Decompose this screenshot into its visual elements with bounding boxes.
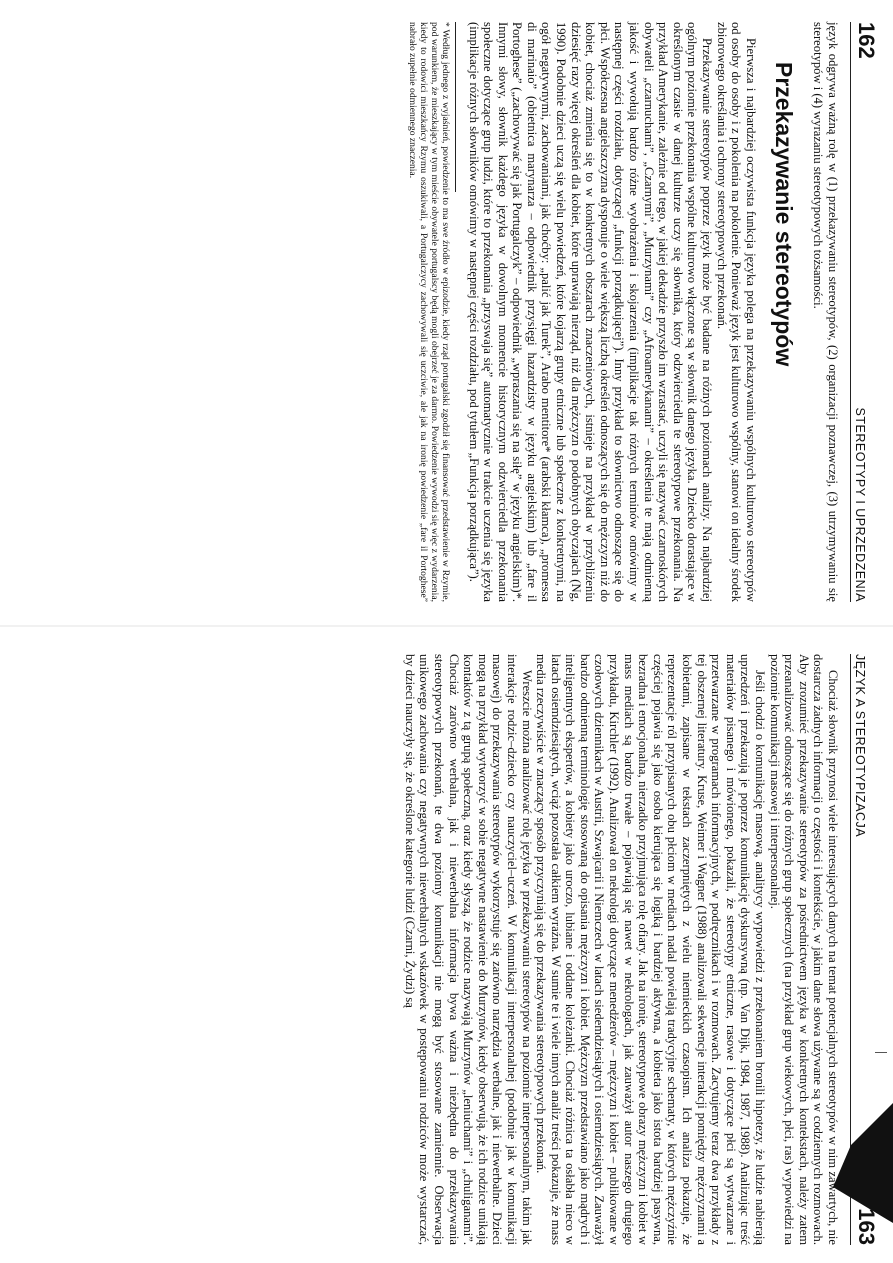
section-title: Przekazywanie stereotypów (770, 62, 797, 367)
footnote: * Według jednego z wyjaśnień, powiedzenie to ma swe źródło w epizodzie, kiedy rząd portugalski zgodził się finansować przedstawienie w Rzymie, pod warunkiem, że mieszkający w tym mieście obywatele portugalscy będą mogli obejrzeć je za darmo. Powiedzenie wywodzi się więc z wydarzenia, kiedy to rodowici mieszkańcy Rzymu oszukiwali, a Portugalczycy zachowywali się uczciwie, ale jak na ironię powiedzenie „fare il Portoghese” nabrało zupełnie odmiennego znaczenia. (406, 22, 451, 602)
intro-paragraph: język odgrywa ważną rolę w (1) przekazywaniu stereotypów, (2) organizacji poznawczej, (3) utrzymywaniu się stereotypów i (4) wyrazaniu stereotypowych tożsamości. (811, 22, 840, 602)
body-paragraph: Jeśli chodzi o komunikację masową, analitycy wypowiedzi z przekonaniem bronili hipotezy, że ludzie nabierają uprzedzeń i przekazują je poprzez komunikację dyskursywną (np. Van Dijk, 1984, 1987, 1988). Analizując treść materiałów pisanego i mówionego, pokazali, że stereotypy etniczne, rasowe i dotyczące płci są wytwarzane i przetwarzane w programach informacyjnych, w podręcznikach i w rozmowach. Zacytujemy teraz dwa przykłady z tej obszernej literatury. Kruse, Weimer i Wagner (1988) analizowali sekwencje interakcji pomiędzy mężczyznami a kobietami, zapisane w tekstach zaczerpniętych z wielu niemieckich czasopism. Ich analiza pokazuje, że reprezentacje ról przypisanych obu płciom w mediach nadal powielają tradycyjne schematy, w których mężczyźnie częściej pojawia się jako osoba kierująca się logiką i bardziej aktywna, a kobieta jako istota bardziej pasywna, bezradna i emocjonalna, nierzadko przyjmująca rolę ofiary. Jak na ironię, stereotypowe obrazy mężczyzn i kobiet w mass mediach są bardzo trwałe – pojawiają się nawet w nekrologach, jak zauważył autor naszego drugiego przykładu, Kirchler (1992). Analizował on nekrologi dotyczące menedżerów – mężczyzn i kobiet – publikowane w czołowych dziennikach w Austrii, Szwajcarii i Niemczech w latach siedemdziesiątych i osiemdziesiątych. Zauważył bardzo odmienną terminologię stosowaną do opisania mężczyzn i kobiet. Mężczyzn przedstawiano jako mądrych i inteligentnych ekspertów, a kobiety jako uroczo, lubiane i oddane koleżanki. Chociaż różnica ta osłabła nieco w latach osiemdziesiątych, wciąż pozostała całkiem wyraźna. W sumie te i wiele innych analiz treści pokazuje, że mass media rzeczywiście w znaczący sposób przyczyniają się do przekazywania stereotypowych przekonań. (534, 654, 768, 1245)
page-number: 163 (854, 1208, 879, 1245)
running-head-title: JĘZYK A STEREOTYPIZACJA (853, 654, 867, 838)
page-gap (0, 620, 893, 632)
running-head-title: STEREOTYPY I UPRZEDZENIA (853, 407, 867, 602)
body-paragraph: Przekazywanie stereotypów poprzez język może być badane na różnych poziomach analizy. Na najbardziej ogólnym poziomie przekonania wspólne kulturowo włączone są w słownik danego języka. Dziecko dorastające w określonym czasie w danej kulturze uczy się słownika, który odzwierciedla te stereotypowe przekonania. Na przykład Amerykanie, zależnie od tego, w jakiej dekadzie przyszło im wzrastać, uczyli się nazywać czarnoskórych obywateli „czarnuchami”, „Czarnymi”, „Murzynami” czy „Afroamerykanami” – określenia te mają odmienną jakość i wywołują bardzo różne wyobrażenia i skojarzenia (implikacje tak różnych terminów omówimy w następnej części rozdziału, dotyczącej „funkcji porządkującej”). Inny przykład to słownictwo odnoszące się do płci. Współczesna angielszczyzna dysponuje o wiele większą liczbą określeń odnoszących się do mężczyzn niż do kobiet, chociaż zmienia się to w konkretnych obszarach znaczeniowych, istnieje na przykład w przybliżeniu dziesięć razy więcej określeń dla kobiet, które uprawiają nierząd, niż dla mężczyzn o podobnych obyczajach (Ng, 1990). Podobnie dzieci uczą się wielu powiedzeń, które kojarzą grupy etniczne lub społeczne z konkretnymi, na ogół negatywnymi, zachowaniami, jak choćby: „palić jak Turek”, Arabo mentitore* (arabski kłamca), „promessa di marinaio” (obietnica marynarza – odpowiednik przysięgi hazardzisty w języku angielskim) lub „fare il Portoghese” („zachowywać się jak Portugalczyk” – odpowiednik „wpraszania się na siłę” w języku angielskim)*. Innymi słowy, słownik każdego języka w dowolnym momencie historycznym odzwierciedla przekonania społeczne dotyczące grup ludzi, które to przekonania „przyswaja się” automatycznie w trakcie uczenia się języka (implikacje różnych słowników omówimy w następnej części rozdziału, pod tytułem „Funkcja porządkująca”). (466, 22, 715, 602)
running-header (850, 22, 879, 602)
lower-page (0, 632, 893, 1263)
page-number: 162 (854, 22, 879, 59)
body-paragraph: Wreszcie można analizować rolę języka w przekazywaniu stereotypów na poziomie interpersonalnym, takim jak interakcje rodzic–dziecko czy nauczyciel–uczeń. W komunikacji interpersonalnej (podobnie jak w komunikacji masowej) do przekazywania stereotypów wykorzystuje się zarówno narzędzia werbalne, jak i niewerbalne. Dzieci mogą na przykład wytworzyć w sobie negatywne nastawienie do Murzynów, kiedy obserwują, że ich rodzice unikają kontaktów z tą grupą społeczną, oraz kiedy słyszą, że rodzice nazywają Murzynów „leniuchami” i „chuliganami”. Chociaż zarówno werbalna, jak i niewerbalna informacja bywa ważna i niezbędna do przekazywania stereotypowych przekonań, te dwa poziomy komunikacji nie mogą być stosowane zamiennie. Obserwacja unikowego zachowania czy negatywnych niewerbalnych wskazówek w postępowaniu rodziców może wystarczać, by dzieci nauczyły się, że określone kategorie ludzi (Czarni, Żydzi) są (402, 654, 534, 1245)
body-paragraph: Chociaż słownik przynosi wiele interesujących danych na temat potencjalnych stereotypów w nim zawartych, nie dostarcza żadnych informacji o częstości i kontekście, w jakim dane słowa używane są w codziennych rozmowach. Aby zrozumieć przekazywanie stereotypów za pośrednictwem języka w konkretnych kontekstach, należy zatem przeanalizować odnoszące się do różnych grup społecznych (na przykład grup wiekowych, płci, ras) wypowiedzi na poziomie komunikacji masowej i interpersonalnej. (767, 654, 840, 1245)
scan-mark (875, 1052, 887, 1053)
footnote-rule (455, 22, 456, 192)
body-paragraph: Pierwsza i najbardziej oczywista funkcja języka polega na przekazywaniu wspólnych kulturowo stereotypów od osoby do osoby i z pokolenia na pokolenie. Ponieważ język jest kulturowo wspólny, stanowi on idealny środek zbiorowego określania i ochrony stereotypowych przekonań. (714, 22, 758, 602)
upper-page (0, 0, 893, 620)
